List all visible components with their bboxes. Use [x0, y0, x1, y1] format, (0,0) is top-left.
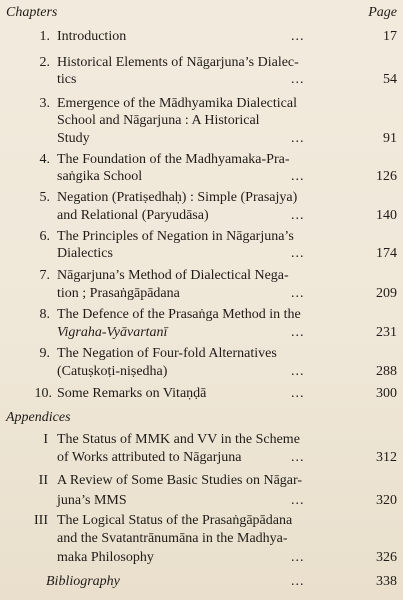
entry-number: 1.	[39, 29, 50, 44]
entry-number: 3.	[39, 96, 50, 111]
leader-dots: ...	[291, 208, 305, 223]
entry-title: School and Nāgarjuna : A Historical	[57, 113, 260, 128]
entry-title: Nāgarjuna’s Method of Dialectical Nega-	[57, 268, 289, 283]
entry-title: Negation (Pratiṣedhaḥ) : Simple (Prasajya)	[57, 190, 298, 205]
entry-title: The Foundation of the Madhyamaka-Pra-	[57, 152, 290, 167]
entry-number: 5.	[39, 190, 50, 205]
entry-page: 174	[376, 246, 397, 261]
entry-number: II	[38, 473, 48, 488]
entry-title: and the Svatantrānumāna in the Madhya-	[57, 531, 288, 546]
entry-page: 312	[376, 450, 397, 465]
entry-title: Study	[57, 131, 90, 146]
leader-dots: ...	[291, 574, 305, 589]
entry-title: maka Philosophy	[57, 550, 154, 565]
leader-dots: ...	[291, 493, 305, 508]
entry-title: The Principles of Negation in Nāgarjuna’s	[57, 229, 294, 244]
entry-number: 7.	[39, 268, 50, 283]
entry-page: 17	[383, 29, 397, 44]
entry-page: 54	[383, 72, 397, 87]
entry-number: III	[34, 513, 48, 528]
entry-page: 209	[376, 286, 397, 301]
entry-title: The Logical Status of the Prasaṅgāpādana	[57, 513, 293, 528]
leader-dots: ...	[291, 286, 305, 301]
toc-header	[6, 5, 397, 23]
entry-page: 91	[383, 131, 397, 146]
entry-title: A Review of Some Basic Studies on Nāgar-	[57, 473, 303, 488]
entry-number: 2.	[39, 55, 50, 70]
entry-title: Historical Elements of Nāgarjuna’s Dialec-	[57, 55, 299, 70]
entry-title: (Catuṣkoṭi-niṣedha)	[57, 364, 168, 379]
entry-page: 140	[376, 208, 397, 223]
bibliography-title: Bibliography	[46, 574, 120, 589]
entry-title: Vigraha-Vyāvartanī	[57, 325, 168, 340]
page-heading: Page	[368, 5, 397, 20]
entry-title: tics	[57, 72, 77, 87]
leader-dots: ...	[291, 246, 305, 261]
leader-dots: ...	[291, 29, 305, 44]
leader-dots: ...	[291, 550, 305, 565]
entry-number: I	[43, 432, 48, 447]
leader-dots: ...	[291, 131, 305, 146]
entry-page: 126	[376, 169, 397, 184]
leader-dots: ...	[291, 450, 305, 465]
entry-number: 10.	[34, 386, 52, 401]
entry-title: The Status of MMK and VV in the Scheme	[57, 432, 300, 447]
entry-title: juna’s MMS	[57, 493, 127, 508]
entry-title: The Defence of the Prasaṅga Method in the	[57, 307, 301, 322]
entry-page: 288	[376, 364, 397, 379]
entry-number: 8.	[39, 307, 50, 322]
leader-dots: ...	[291, 325, 305, 340]
entry-title: saṅgika School	[57, 169, 143, 184]
entry-title: The Negation of Four-fold Alternatives	[57, 346, 277, 361]
entry-title: and Relational (Paryudāsa)	[57, 208, 209, 223]
leader-dots: ...	[291, 169, 305, 184]
entry-title: tion ; Prasaṅgāpādana	[57, 286, 180, 301]
entry-number: 6.	[39, 229, 50, 244]
entry-page: 320	[376, 493, 397, 508]
leader-dots: ...	[291, 364, 305, 379]
leader-dots: ...	[291, 72, 305, 87]
entry-number: 4.	[39, 152, 50, 167]
entry-title: Dialectics	[57, 246, 113, 261]
chapters-heading: Chapters	[6, 5, 58, 20]
entry-title: Some Remarks on Vitaṇḍā	[57, 386, 207, 401]
appendices-heading: Appendices	[6, 410, 71, 425]
entry-page: 300	[376, 386, 397, 401]
entry-page: 231	[376, 325, 397, 340]
entry-title: of Works attributed to Nāgarjuna	[57, 450, 242, 465]
entry-page: 326	[376, 550, 397, 565]
entry-title: Introduction	[57, 29, 127, 44]
entry-number: 9.	[39, 346, 50, 361]
entry-page: 338	[376, 574, 397, 589]
leader-dots: ...	[291, 386, 305, 401]
entry-title: Emergence of the Mādhyamika Dialectical	[57, 96, 297, 111]
